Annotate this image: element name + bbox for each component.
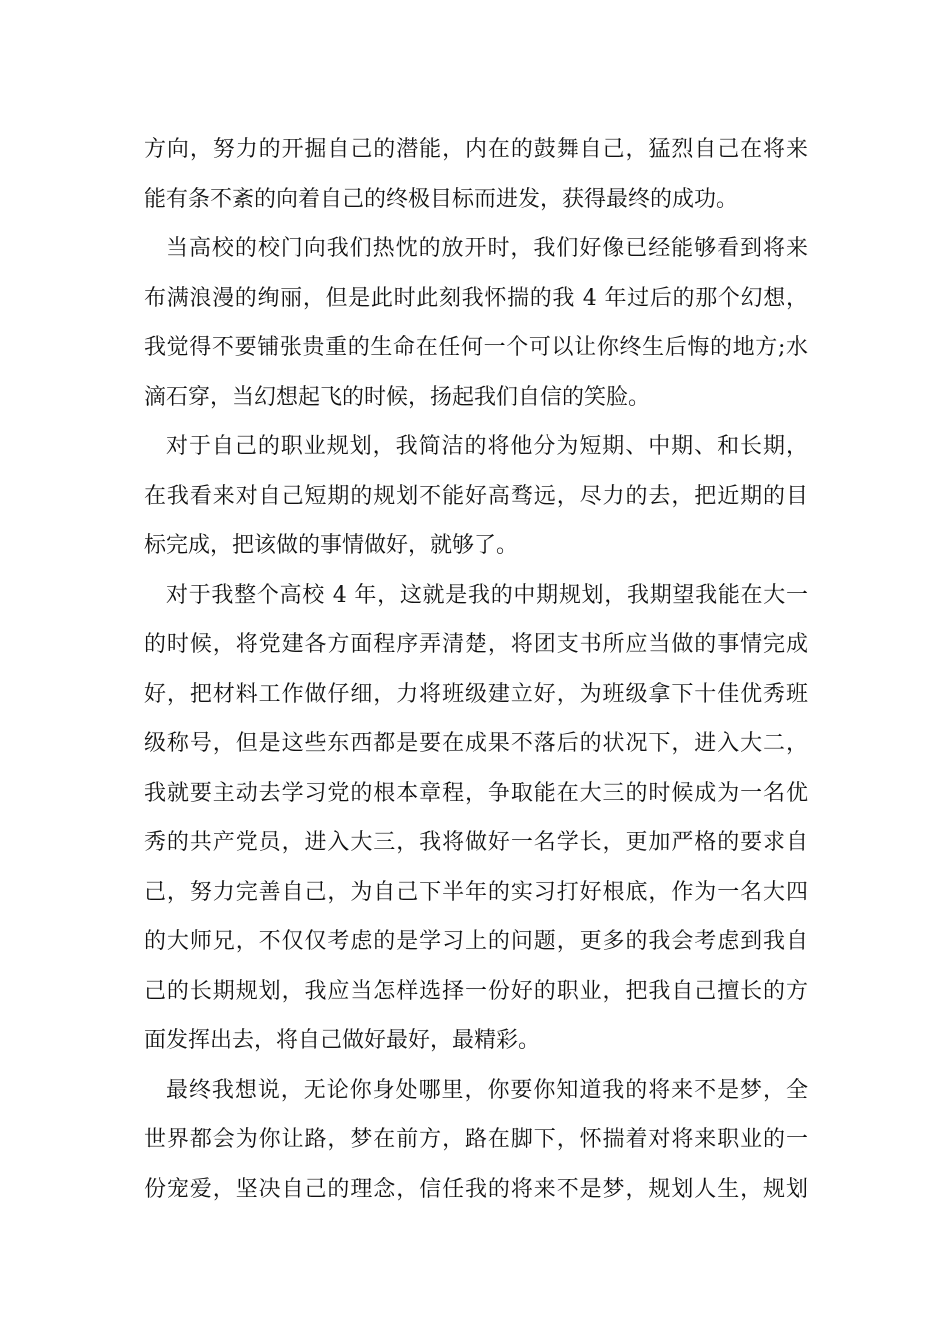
text-line: 我觉得不要铺张贵重的生命在任何一个可以让你终生后悔的地方;水: [144, 335, 808, 360]
paragraph: [144, 227, 808, 425]
text-line: 我就要主动去学习党的根本章程，争取能在大三的时候成为一名优: [144, 780, 808, 806]
paragraph: [144, 1069, 808, 1218]
text-line: 秀的共产党员，进入大三，我将做好一名学长，更加严格的要求自: [144, 830, 808, 855]
paragraph: [144, 574, 808, 1069]
text-line: 在我看来对自己短期的规划不能好高骛远，尽力的去，把近期的目: [144, 483, 808, 509]
text-line: 当高校的校门向我们热忱的放开时，我们好像已经能够看到将来: [166, 236, 808, 261]
text-line: 布满浪漫的绚丽，但是此时此刻我怀揣的我 4 年过后的那个幻想，: [144, 285, 808, 311]
text-line: 己的长期规划，我应当怎样选择一份好的职业，把我自己擅长的方: [144, 978, 808, 1004]
text-line: 对于我整个高校 4 年，这就是我的中期规划，我期望我能在大一: [166, 582, 808, 608]
paragraph: [144, 128, 808, 227]
text-line: 面发挥出去，将自己做好最好，最精彩。: [144, 1028, 541, 1053]
text-line: 的时候，将党建各方面程序弄清楚，将团支书所应当做的事情完成: [144, 632, 808, 657]
document-body: [144, 128, 808, 1217]
text-line: 世界都会为你让路，梦在前方，路在脚下，怀揣着对将来职业的一: [144, 1127, 808, 1152]
text-line: 滴石穿，当幻想起飞的时候，扬起我们自信的笑脸。: [144, 384, 651, 410]
text-line: 方向，努力的开掘自己的潜能，内在的鼓舞自己，猛烈自己在将来: [144, 137, 808, 162]
text-line: 能有条不紊的向着自己的终极目标而进发，获得最终的成功。: [144, 186, 739, 212]
text-line: 的大师兄，不仅仅考虑的是学习上的问题，更多的我会考虑到我自: [144, 929, 808, 954]
text-line: 好，把材料工作做仔细，力将班级建立好，为班级拿下十佳优秀班: [144, 681, 808, 707]
text-line: 最终我想说，无论你身处哪里，你要你知道我的将来不是梦，全: [166, 1077, 808, 1103]
text-line: 对于自己的职业规划，我简洁的将他分为短期、中期、和长期，: [166, 434, 808, 459]
text-line: 己，努力完善自己，为自己下半年的实习打好根底，作为一名大四: [144, 879, 808, 905]
text-line: 级称号，但是这些东西都是要在成果不落后的状况下，进入大二，: [144, 731, 808, 756]
text-line: 份宠爱，坚决自己的理念，信任我的将来不是梦，规划人生，规划: [144, 1176, 808, 1202]
paragraph: [144, 425, 808, 574]
text-line: 标完成，把该做的事情做好，就够了。: [144, 533, 519, 558]
